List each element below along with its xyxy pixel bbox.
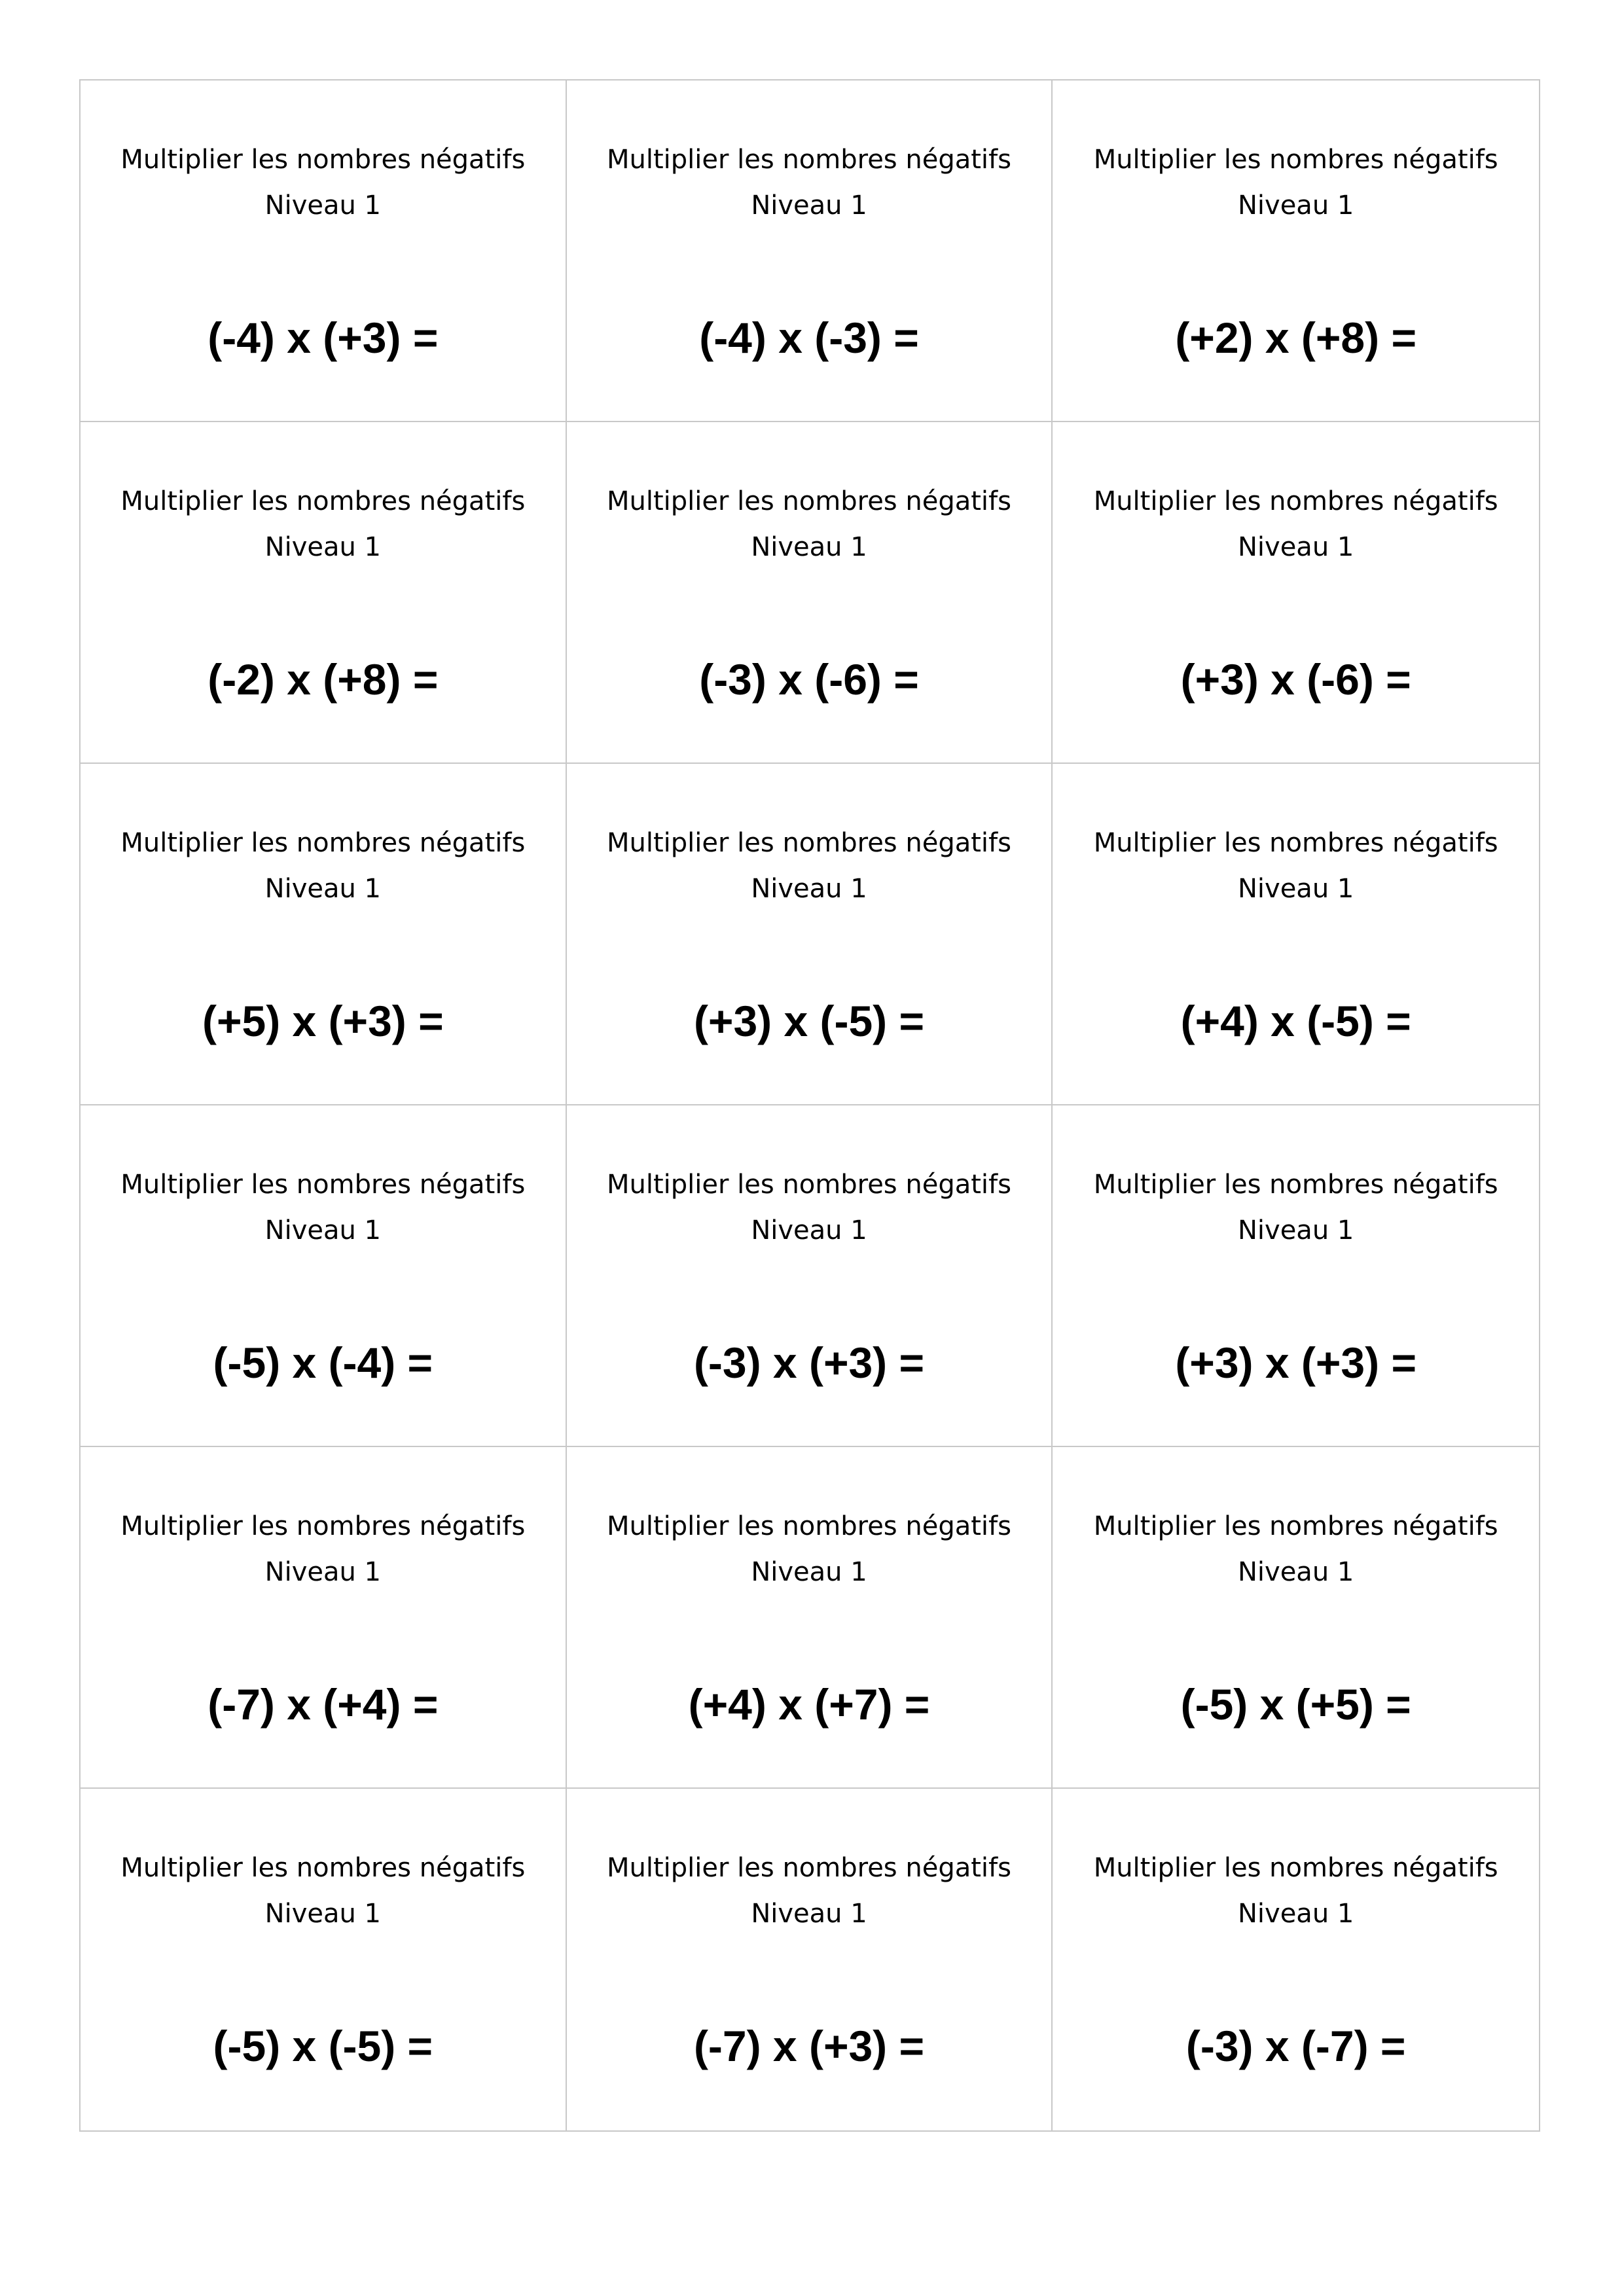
card-level: Niveau 1: [264, 1215, 381, 1246]
card-expression: (-7) x (+4) =: [208, 1680, 439, 1729]
card-9: [1053, 764, 1539, 1105]
card-expression: (+3) x (-6) =: [1180, 655, 1411, 704]
card-level: Niveau 1: [1237, 190, 1354, 221]
card-expression: (+3) x (+3) =: [1175, 1338, 1416, 1387]
card-level: Niveau 1: [751, 1899, 867, 1929]
card-expression: (-4) x (+3) =: [208, 314, 439, 362]
card-expression: (-5) x (+5) =: [1180, 1680, 1411, 1729]
card-title: Multiplier les nombres négatifs: [607, 828, 1011, 858]
card-15: [1053, 1447, 1539, 1789]
card-18: [1053, 1789, 1539, 2130]
card-expression: (+2) x (+8) =: [1175, 314, 1416, 362]
card-16: [81, 1789, 567, 2130]
card-expression: (+4) x (-5) =: [1180, 997, 1411, 1045]
card-12: [1053, 1105, 1539, 1447]
flashcard-sheet: [79, 79, 1540, 2132]
card-expression: (-4) x (-3) =: [699, 314, 919, 362]
card-level: Niveau 1: [264, 1899, 381, 1929]
card-level: Niveau 1: [264, 874, 381, 904]
card-expression: (-5) x (-5) =: [213, 2022, 433, 2070]
card-expression: (+3) x (-5) =: [693, 997, 925, 1045]
card-expression: (-3) x (-6) =: [699, 655, 919, 704]
card-title: Multiplier les nombres négatifs: [1093, 828, 1498, 858]
card-7: [81, 764, 567, 1105]
card-level: Niveau 1: [751, 874, 867, 904]
card-level: Niveau 1: [1237, 1899, 1354, 1929]
card-title: Multiplier les nombres négatifs: [607, 1853, 1011, 1883]
card-title: Multiplier les nombres négatifs: [1093, 1511, 1498, 1541]
card-1: [81, 81, 567, 422]
card-title: Multiplier les nombres négatifs: [120, 1853, 526, 1883]
card-expression: (-3) x (+3) =: [693, 1338, 925, 1387]
card-level: Niveau 1: [751, 1557, 867, 1587]
card-2: [567, 81, 1053, 422]
card-17: [567, 1789, 1053, 2130]
card-expression: (+4) x (+7) =: [688, 1680, 930, 1729]
card-title: Multiplier les nombres négatifs: [607, 486, 1011, 516]
card-title: Multiplier les nombres négatifs: [120, 1170, 526, 1200]
card-title: Multiplier les nombres négatifs: [120, 828, 526, 858]
card-expression: (-7) x (+3) =: [693, 2022, 925, 2070]
card-expression: (-5) x (-4) =: [213, 1338, 433, 1387]
card-level: Niveau 1: [1237, 874, 1354, 904]
card-14: [567, 1447, 1053, 1789]
card-title: Multiplier les nombres négatifs: [607, 1511, 1011, 1541]
card-title: Multiplier les nombres négatifs: [120, 1511, 526, 1541]
card-title: Multiplier les nombres négatifs: [1093, 1853, 1498, 1883]
card-expression: (+5) x (+3) =: [202, 997, 444, 1045]
card-level: Niveau 1: [1237, 1557, 1354, 1587]
card-level: Niveau 1: [264, 190, 381, 221]
card-4: [81, 422, 567, 764]
card-11: [567, 1105, 1053, 1447]
card-10: [81, 1105, 567, 1447]
card-3: [1053, 81, 1539, 422]
card-level: Niveau 1: [1237, 532, 1354, 562]
card-8: [567, 764, 1053, 1105]
card-title: Multiplier les nombres négatifs: [1093, 145, 1498, 175]
card-level: Niveau 1: [751, 190, 867, 221]
card-title: Multiplier les nombres négatifs: [607, 145, 1011, 175]
card-title: Multiplier les nombres négatifs: [120, 486, 526, 516]
card-level: Niveau 1: [751, 532, 867, 562]
card-title: Multiplier les nombres négatifs: [1093, 1170, 1498, 1200]
card-level: Niveau 1: [264, 1557, 381, 1587]
card-level: Niveau 1: [751, 1215, 867, 1246]
card-5: [567, 422, 1053, 764]
card-title: Multiplier les nombres négatifs: [120, 145, 526, 175]
card-level: Niveau 1: [1237, 1215, 1354, 1246]
card-13: [81, 1447, 567, 1789]
card-expression: (-2) x (+8) =: [208, 655, 439, 704]
card-title: Multiplier les nombres négatifs: [607, 1170, 1011, 1200]
card-6: [1053, 422, 1539, 764]
card-title: Multiplier les nombres négatifs: [1093, 486, 1498, 516]
card-level: Niveau 1: [264, 532, 381, 562]
card-expression: (-3) x (-7) =: [1185, 2022, 1406, 2070]
